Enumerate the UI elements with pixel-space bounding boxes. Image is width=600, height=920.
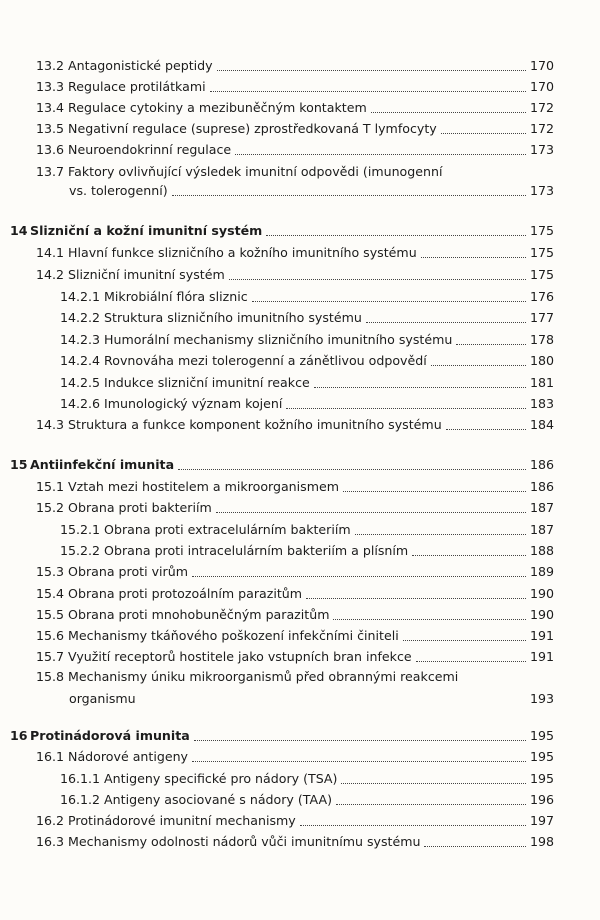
toc-page-number: 190 <box>529 607 554 622</box>
toc-entry-13-5 <box>36 119 554 138</box>
toc-label: 15.6 Mechanismy tkáňového poškození infekčními činiteli <box>36 628 399 643</box>
toc-entry-15-1 <box>36 477 554 496</box>
toc-entry-14-2-1 <box>60 287 554 306</box>
toc-page-number: 195 <box>529 749 554 764</box>
toc-label: 14.1 Hlavní funkce slizničního a kožního imunitního systému <box>36 245 417 260</box>
toc-page-number: 186 <box>529 457 554 472</box>
dot-leader <box>194 740 526 741</box>
dot-leader <box>217 70 526 71</box>
toc-entry-16-1-2 <box>60 790 554 809</box>
toc-page-number: 177 <box>529 310 554 325</box>
toc-label: 14.2.1 Mikrobiální flóra sliznic <box>60 289 248 304</box>
toc-entry-13-6 <box>36 140 554 159</box>
dot-leader <box>336 804 526 805</box>
toc-entry-14-2-3 <box>60 330 554 349</box>
toc-entry-16-3 <box>36 832 554 851</box>
toc-page-number: 184 <box>529 417 554 432</box>
toc-entry-14-3 <box>36 415 554 434</box>
toc-label: 13.7 Faktory ovlivňující výsledek imunitní odpovědi (imunogenní <box>36 164 443 179</box>
toc-page-number: 170 <box>529 58 554 73</box>
toc-label: 16.1.2 Antigeny asociované s nádory (TAA) <box>60 792 333 807</box>
toc-entry-16-2 <box>36 811 554 830</box>
dot-leader <box>371 112 526 113</box>
dot-leader <box>355 534 526 535</box>
dot-leader <box>343 491 526 492</box>
toc-label: 15.2.1 Obrana proti extracelulárním bakteriím <box>60 522 351 537</box>
dot-leader <box>333 619 525 620</box>
chapter-number: 15 <box>10 457 28 472</box>
toc-page-number: 175 <box>529 267 554 282</box>
toc-entry-15-2-2 <box>60 541 554 560</box>
toc-label: 15.4 Obrana proti protozoálním parazitům <box>36 586 303 601</box>
dot-leader <box>216 512 526 513</box>
toc-label: 13.5 Negativní regulace (suprese) zprostředkovaná T lymfocyty <box>36 121 437 136</box>
toc-entry-15-2-1 <box>60 520 554 539</box>
toc-label: 15.8 Mechanismy úniku mikroorganismů před obrannými reakcemi <box>36 669 459 684</box>
toc-entry-15-7 <box>36 647 554 666</box>
toc-page-number: 172 <box>529 121 554 136</box>
toc-entry-15-3 <box>36 562 554 581</box>
toc-label: 15.1 Vztah mezi hostitelem a mikroorganismem <box>36 479 340 494</box>
dot-leader <box>210 91 526 92</box>
chapter-title: Protinádorová imunita <box>30 728 190 743</box>
toc-label-continued: organismu <box>69 691 136 706</box>
dot-leader <box>266 235 526 236</box>
toc-page-number: 180 <box>529 353 554 368</box>
toc-label: 15.3 Obrana proti virům <box>36 564 188 579</box>
chapter-number: 16 <box>10 728 28 743</box>
toc-entry-13-3 <box>36 77 554 96</box>
toc-label: 14.2.5 Indukce slizniční imunitní reakce <box>60 375 310 390</box>
toc-label: 15.2 Obrana proti bakteriím <box>36 500 212 515</box>
dot-leader <box>192 576 526 577</box>
dot-leader <box>192 761 526 762</box>
toc-entry-15-2 <box>36 498 554 517</box>
toc-page-number: 173 <box>529 183 554 198</box>
toc-label-continued: vs. tolerogenní) <box>69 183 168 198</box>
dot-leader <box>229 279 526 280</box>
toc-label: 14.2 Slizniční imunitní systém <box>36 267 225 282</box>
dot-leader <box>416 661 526 662</box>
toc-entry-14-2-6 <box>60 394 554 413</box>
dot-leader <box>456 344 526 345</box>
toc-page-number: 173 <box>529 142 554 157</box>
toc-page-number: 188 <box>529 543 554 558</box>
toc-entry-14-2-5 <box>60 373 554 392</box>
dot-leader <box>172 195 526 196</box>
toc-entry-14-1 <box>36 243 554 262</box>
toc-entry-15-5 <box>36 605 554 624</box>
dot-leader <box>140 703 526 704</box>
chapter-title: Antiinfekční imunita <box>30 457 175 472</box>
dot-leader <box>424 846 525 847</box>
toc-page-number: 186 <box>529 479 554 494</box>
toc-entry-15-4 <box>36 584 554 603</box>
dot-leader <box>314 387 526 388</box>
toc-entry-14-2-2 <box>60 308 554 327</box>
toc-label: 15.5 Obrana proti mnohobuněčným parazitům <box>36 607 330 622</box>
toc-label: 14.2.2 Struktura slizničního imunitního systému <box>60 310 362 325</box>
toc-page-number: 190 <box>529 586 554 601</box>
toc-label: 13.4 Regulace cytokiny a mezibuněčným kontaktem <box>36 100 367 115</box>
dot-leader <box>178 469 526 470</box>
toc-entry-13-4 <box>36 98 554 117</box>
dot-leader <box>366 322 526 323</box>
chapter-number: 14 <box>10 223 28 238</box>
toc-page-number: 195 <box>529 771 554 786</box>
dot-leader <box>286 408 526 409</box>
dot-leader <box>446 429 526 430</box>
dot-leader <box>300 825 526 826</box>
toc-label: 16.1 Nádorové antigeny <box>36 749 189 764</box>
toc-page-number: 189 <box>529 564 554 579</box>
toc-label: 16.1.1 Antigeny specifické pro nádory (TSA) <box>60 771 338 786</box>
toc-label: 13.6 Neuroendokrinní regulace <box>36 142 232 157</box>
toc-entry-13-2 <box>36 56 554 75</box>
toc-page-number: 175 <box>529 245 554 260</box>
dot-leader <box>421 257 526 258</box>
dot-leader <box>403 640 526 641</box>
toc-page-number: 175 <box>529 223 554 238</box>
chapter-title: Slizniční a kožní imunitní systém <box>30 223 263 238</box>
toc-page-number: 187 <box>529 522 554 537</box>
toc-chapter-14 <box>10 221 554 240</box>
toc-entry-13-7 <box>36 162 554 200</box>
dot-leader <box>252 301 526 302</box>
toc-page-number: 196 <box>529 792 554 807</box>
toc-page-number: 181 <box>529 375 554 390</box>
toc-page-number: 195 <box>529 728 554 743</box>
toc-chapter-16 <box>10 726 554 745</box>
toc-label: 14.3 Struktura a funkce komponent kožního imunitního systému <box>36 417 442 432</box>
toc-label: 13.3 Regulace protilátkami <box>36 79 206 94</box>
toc-page-number: 187 <box>529 500 554 515</box>
toc-page-number: 176 <box>529 289 554 304</box>
toc-page-number: 191 <box>529 649 554 664</box>
dot-leader <box>441 133 526 134</box>
toc-page-number: 172 <box>529 100 554 115</box>
toc-entry-15-8 <box>36 667 554 708</box>
toc-label: 14.2.4 Rovnováha mezi tolerogenní a zánětlivou odpovědí <box>60 353 427 368</box>
dot-leader <box>235 154 526 155</box>
toc-entry-14-2 <box>36 265 554 284</box>
toc-chapter-15 <box>10 455 554 474</box>
toc-label: 15.2.2 Obrana proti intracelulárním bakteriím a plísním <box>60 543 409 558</box>
toc-label: 15.7 Využití receptorů hostitele jako vstupních bran infekce <box>36 649 412 664</box>
toc-entry-15-6 <box>36 626 554 645</box>
toc-page-number: 183 <box>529 396 554 411</box>
dot-leader <box>412 555 526 556</box>
toc-entry-14-2-4 <box>60 351 554 370</box>
toc-entry-16-1 <box>36 747 554 766</box>
toc-label: 14.2.6 Imunologický význam kojení <box>60 396 283 411</box>
toc-page-number: 193 <box>529 691 554 706</box>
dot-leader <box>431 365 526 366</box>
toc-page-number: 178 <box>529 332 554 347</box>
dot-leader <box>341 783 526 784</box>
toc-page-number: 191 <box>529 628 554 643</box>
toc-page-number: 170 <box>529 79 554 94</box>
toc-label: 13.2 Antagonistické peptidy <box>36 58 213 73</box>
toc-page-number: 197 <box>529 813 554 828</box>
toc-label: 16.3 Mechanismy odolnosti nádorů vůči imunitnímu systému <box>36 834 421 849</box>
toc-label: 14.2.3 Humorální mechanismy slizničního imunitního systému <box>60 332 453 347</box>
toc-label: 16.2 Protinádorové imunitní mechanismy <box>36 813 296 828</box>
dot-leader <box>306 598 526 599</box>
toc-page-number: 198 <box>529 834 554 849</box>
toc-entry-16-1-1 <box>60 769 554 788</box>
